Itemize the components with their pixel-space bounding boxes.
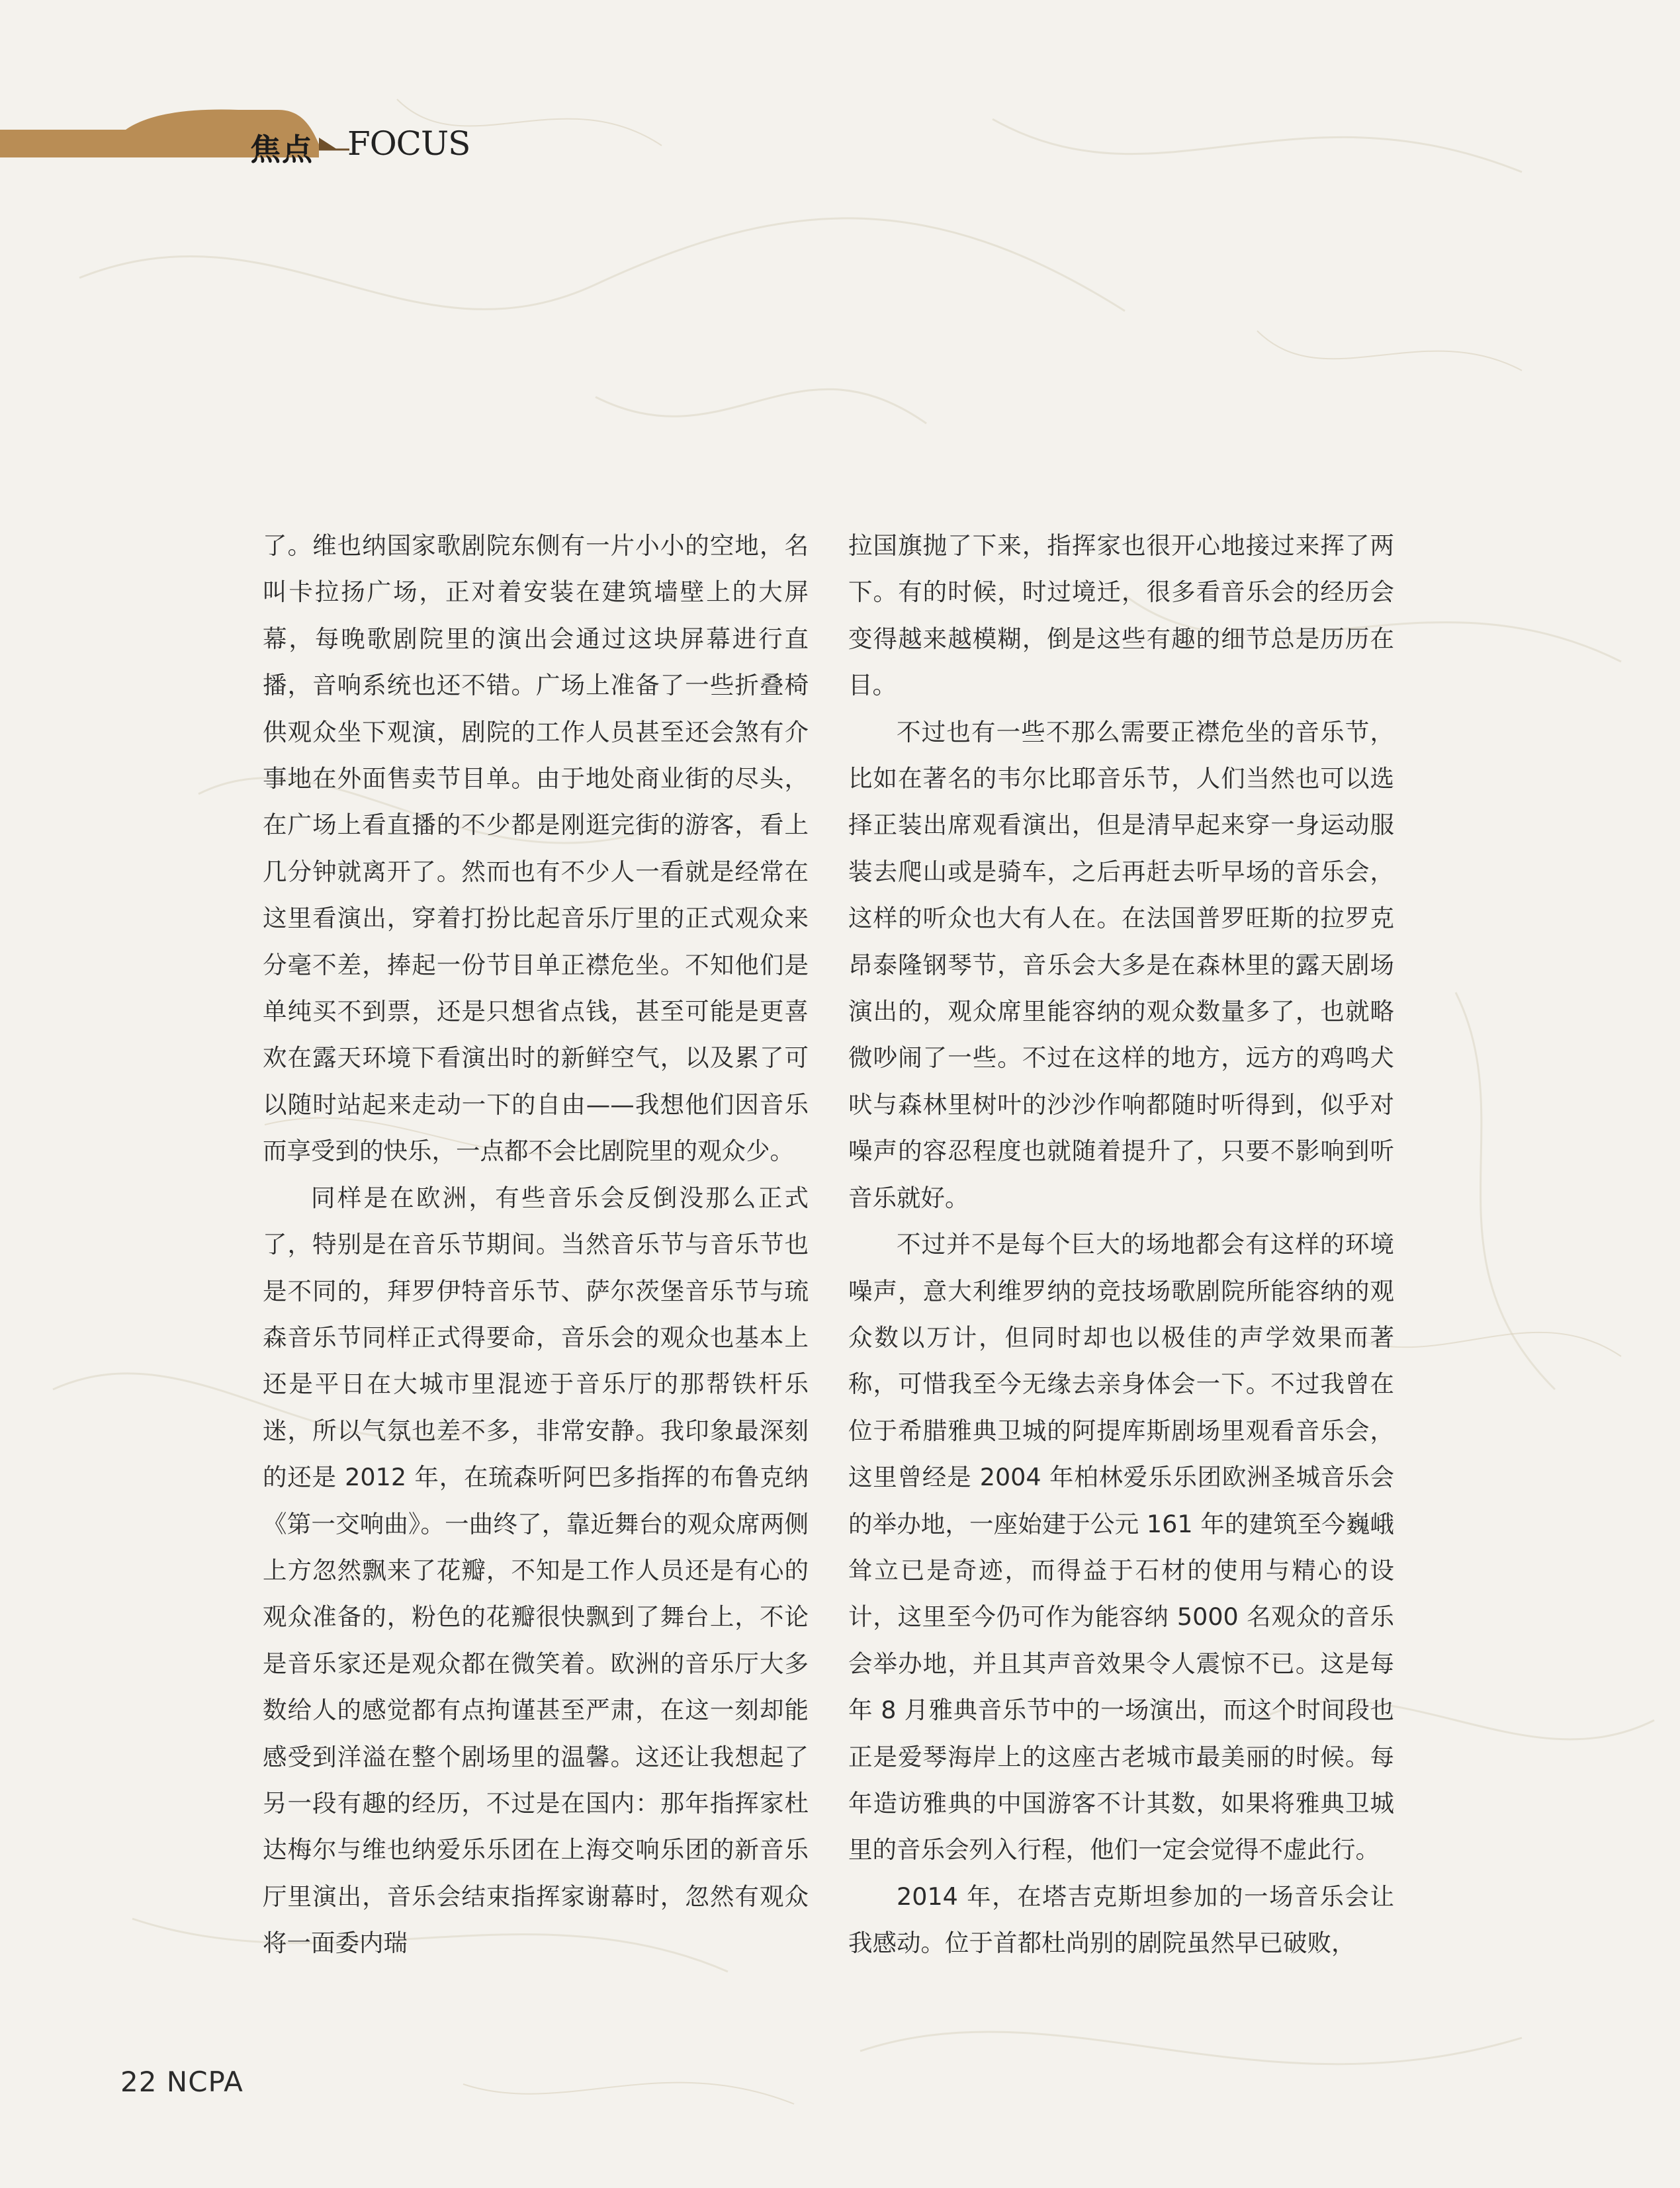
page-number: 22 NCPA (120, 2066, 243, 2098)
article-paragraph: 2014 年，在塔吉克斯坦参加的一场音乐会让我感动。位于首都杜尚别的剧院虽然早已破败， (848, 1882, 1394, 1958)
article-paragraph: 拉国旗抛了下来，指挥家也很开心地接过来挥了两下。有的时候，时过境迁，很多看音乐会的经历会变得越来越模糊，倒是这些有趣的细节总是历历在目。 (848, 531, 1394, 700)
section-title-cn: 焦点 (250, 132, 314, 167)
article-paragraph: 不过也有一些不那么需要正襟危坐的音乐节，比如在著名的韦尔比耶音乐节，人们当然也可以选择正装出席观看演出，但是清早起来穿一身运动服装去爬山或是骑车，之后再赶去听早场的音乐会，这样的听众也大有人在。在法国普罗旺斯的拉罗克昂泰隆钢琴节，音乐会大多是在森林里的露天剧场演出的，观众席里能容纳的观众数量多了，也就略微吵闹了一些。不过在这样的地方，远方的鸡鸣犬吠与森林里树叶的沙沙作响都随时听得到，似乎对噪声的容忍程度也就随着提升了，只要不影响到听音乐就好。 (848, 717, 1394, 1212)
article-paragraph: 了。维也纳国家歌剧院东侧有一片小小的空地，名叫卡拉扬广场，正对着安装在建筑墙壁上的大屏幕，每晚歌剧院里的演出会通过这块屏幕进行直播，音响系统也还不错。广场上准备了一些折叠椅供观众坐下观演，剧院的工作人员甚至还会煞有介事地在外面售卖节目单。由于地处商业街的尽头，在广场上看直播的不少都是刚逛完街的游客，看上几分钟就离开了。然而也有不少人一看就是经常在这里看演出，穿着打扮比起音乐厅里的正式观众来分毫不差，捧起一份节目单正襟危坐。不知他们是单纯买不到票，还是只想省点钱，甚至可能是更喜欢在露天环境下看演出时的新鲜空气，以及累了可以随时站起来走动一下的自由——我想他们因音乐而享受到的快乐，一点都不会比剧院里的观众少。 (263, 531, 809, 1166)
article-left-column (263, 523, 809, 1967)
section-title-en: FOCUS (347, 124, 470, 163)
article-paragraph: 不过并不是每个巨大的场地都会有这样的环境噪声，意大利维罗纳的竞技场歌剧院所能容纳的观众数以万计，但同时却也以极佳的声学效果而著称，可惜我至今无缘去亲身体会一下。不过我曾在位于希腊雅典卫城的阿提库斯剧场里观看音乐会，这里曾经是 2004 年柏林爱乐乐团欧洲圣城音乐会的举办地，一座始建于公元 161 年的建筑至今巍峨耸立已是奇迹，而得益于石材的使用与精心的设计，这里至今仍可作为能容纳 5000 名观众的音乐会举办地，并且其声音效果令人震惊不已。这是每年 8 月雅典音乐节中的一场演出，而这个时间段也正是爱琴海岸上的这座古老城市最美丽的时候。每年造访雅典的中国游客不计其数，如果将雅典卫城里的音乐会列入行程，他们一定会觉得不虚此行。 (848, 1230, 1394, 1864)
header-arrow-mark (319, 138, 337, 150)
article-right-column (848, 523, 1394, 1967)
article-paragraph: 同样是在欧洲，有些音乐会反倒没那么正式了，特别是在音乐节期间。当然音乐节与音乐节也是不同的，拜罗伊特音乐节、萨尔茨堡音乐节与琉森音乐节同样正式得要命，音乐会的观众也基本上还是平日在大城市里混迹于音乐厅的那帮铁杆乐迷，所以气氛也差不多，非常安静。我印象最深刻的还是 2012 年，在琉森听阿巴多指挥的布鲁克纳《第一交响曲》。一曲终了，靠近舞台的观众席两侧上方忽然飘来了花瓣，不知是工作人员还是有心的观众准备的，粉色的花瓣很快飘到了舞台上，不论是音乐家还是观众都在微笑着。欧洲的音乐厅大多数给人的感觉都有点拘谨甚至严肃，在这一刻却能感受到洋溢在整个剧场里的温馨。这还让我想起了另一段有趣的经历，不过是在国内：那年指挥家杜达梅尔与维也纳爱乐乐团在上海交响乐团的新音乐厅里演出，音乐会结束指挥家谢幕时，忽然有观众将一面委内瑞 (263, 1183, 809, 1958)
